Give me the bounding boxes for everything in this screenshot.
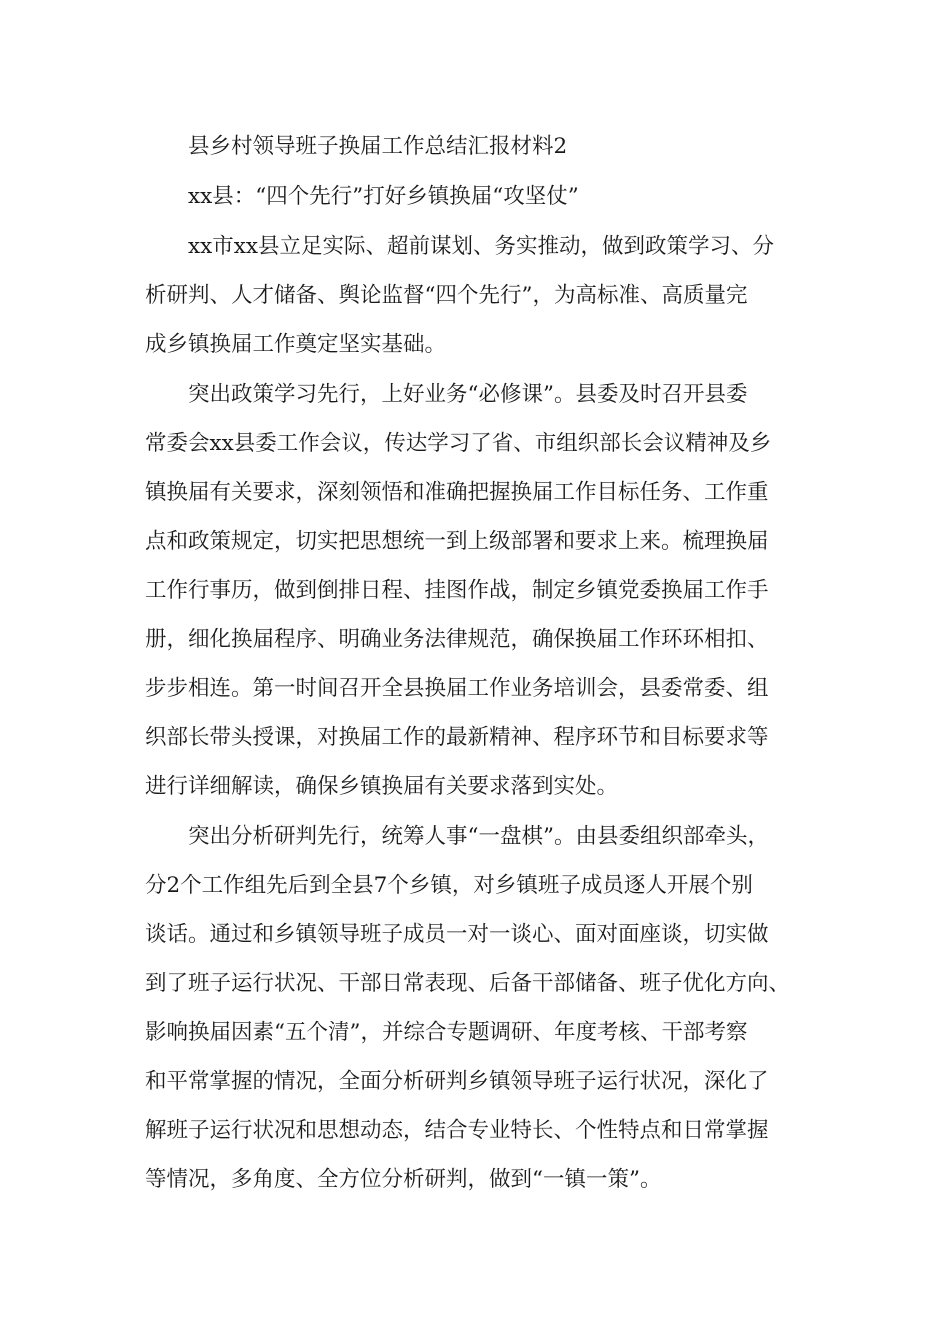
paragraph-analysis [145,823,809,1194]
paragraph-policy-study [145,381,809,801]
document-subtitle: xx县：“四个先行”打好乡镇换届“攻坚仗” [188,184,579,209]
paragraph-line: 影响换届因素“五个清”，并综合专题调研、年度考核、干部考察 [145,1020,748,1045]
document-page [145,133,809,1216]
paragraph-line: 成乡镇换届工作奠定坚实基础。 [145,332,447,357]
paragraph-line: 等情况，多角度、全方位分析研判，做到“一镇一策”。 [145,1167,662,1192]
paragraph-line: 解班子运行状况和思想动态，结合专业特长、个性特点和日常掌握 [145,1118,769,1143]
paragraph-line: 到了班子运行状况、干部日常表现、后备干部储备、班子优化方向、 [145,971,791,996]
paragraph-line: 析研判、人才储备、舆论监督“四个先行”，为高标准、高质量完 [145,283,748,308]
paragraph-intro [145,233,809,359]
document-title: 县乡村领导班子换届工作总结汇报材料2 [188,134,568,159]
paragraph-line: 织部长带头授课，对换届工作的最新精神、程序环节和目标要求等 [145,725,769,750]
paragraph-line: 工作行事历，做到倒排日程、挂图作战，制定乡镇党委换届工作手 [145,578,769,603]
paragraph-line: 突出分析研判先行，统筹人事“一盘棋”。由县委组织部牵头， [188,824,769,849]
paragraph-line: 分2个工作组先后到全县7个乡镇，对乡镇班子成员逐人开展个别 [145,873,753,898]
paragraph-line: 册，细化换届程序、明确业务法律规范，确保换届工作环环相扣、 [145,627,769,652]
paragraph-line: 镇换届有关要求，深刻领悟和准确把握换届工作目标任务、工作重 [145,480,769,505]
paragraph-line: 进行详细解读，确保乡镇换届有关要求落到实处。 [145,774,619,799]
paragraph-line: xx市xx县立足实际、超前谋划、务实推动，做到政策学习、分 [188,234,775,259]
paragraph-line: 突出政策学习先行，上好业务“必修课”。县委及时召开县委 [188,382,748,407]
paragraph-line: 步步相连。第一时间召开全县换届工作业务培训会，县委常委、组 [145,676,769,701]
paragraph-line: 常委会xx县委工作会议，传达学习了省、市组织部长会议精神及乡 [145,431,772,456]
paragraph-line: 和平常掌握的情况，全面分析研判乡镇领导班子运行状况，深化了 [145,1069,769,1094]
paragraph-line: 点和政策规定，切实把思想统一到上级部署和要求上来。梳理换届 [145,529,769,554]
paragraph-line: 谈话。通过和乡镇领导班子成员一对一谈心、面对面座谈，切实做 [145,922,769,947]
